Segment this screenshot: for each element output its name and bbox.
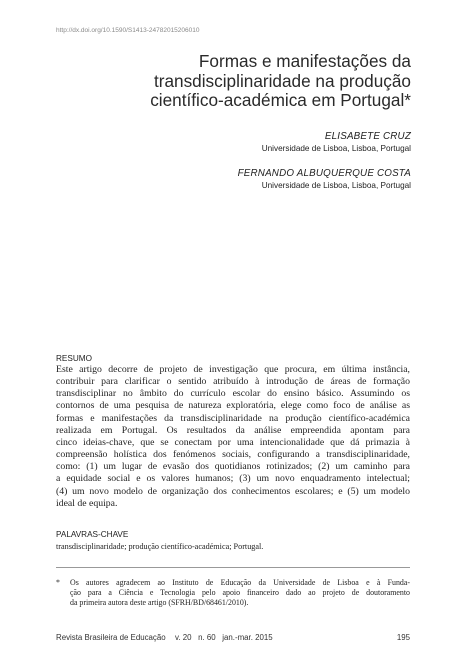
- footnote: [56, 578, 410, 607]
- footnote-line: da primeira autora deste artigo (SFRH/BD/68461/2010).: [70, 597, 249, 607]
- abstract-line: cinco ideias-chave, que se conectam por uma intencionalidade que dá primazia à: [56, 436, 410, 448]
- journal-name: Revista Brasileira de Educação: [56, 633, 166, 642]
- abstract-line: realizada em Portugal. Os resultados da análise empreendida apontam para: [56, 424, 410, 436]
- author-name: FERNANDO ALBUQUERQUE COSTA: [237, 168, 411, 179]
- page-number: 195: [396, 633, 410, 642]
- doi-link[interactable]: http://dx.doi.org/10.1590/S1413-24782015206010: [56, 27, 200, 34]
- author-block: [262, 131, 411, 154]
- footnote-divider: [56, 567, 410, 568]
- abstract-line: a equidade social e os valores humanos; (3) um novo enquadramento intelectual;: [56, 473, 410, 485]
- abstract-label: RESUMO: [56, 354, 92, 363]
- abstract-line: ideal de equipa.: [56, 497, 118, 509]
- abstract-line: transdisciplinar no âmbito do currículo escolar do ensino básico. Assumindo os: [56, 388, 410, 400]
- abstract-line: Este artigo decorre de projeto de investigação que procura, em última instância,: [56, 364, 410, 375]
- abstract-line: contribuir para clarificar o sentido atribuído à introdução de áreas de formação: [56, 376, 410, 388]
- keywords-text: transdisciplinaridade; produção científico-académica; Portugal.: [56, 542, 264, 551]
- abstract-line: como: (1) um lugar de evasão dos quotidianos rotinizados; (2) um caminho para: [56, 461, 410, 473]
- abstract-body: [56, 364, 410, 510]
- author-name: ELISABETE CRUZ: [324, 131, 411, 142]
- keywords-label: PALAVRAS-CHAVE: [56, 530, 129, 539]
- abstract-line: formas e manifestações da transdisciplinaridade na produção científico-académica: [56, 412, 410, 424]
- footnote-marker: *: [56, 578, 60, 587]
- title-line: Formas e manifestações da: [198, 51, 411, 71]
- author-block: [238, 168, 411, 191]
- author-affiliation: Universidade de Lisboa, Lisboa, Portugal: [261, 181, 411, 190]
- footnote-line: Os autores agradecem ao Instituto de Educação da Universidade de Lisboa e à Funda-: [70, 578, 410, 587]
- abstract-line: compreensão holística dos fenómenos sociais, configurando a transdisciplinaridade,: [56, 449, 410, 461]
- footnote-line: ção para a Ciência e Tecnologia pelo apoio financeiro dado ao projeto de doutoramento: [70, 587, 410, 597]
- abstract-line: (4) um novo modelo de organização dos conhecimentos escolares; e (5) um modelo: [56, 485, 410, 497]
- issue-info: v. 20 n. 60 jan.-mar. 2015: [175, 633, 273, 642]
- title-line: científico-académica em Portugal*: [150, 90, 411, 110]
- abstract-line: contornos de uma pesquisa de natureza exploratória, elege como foco de análise as: [56, 400, 410, 412]
- title-line: transdisciplinaridade na produção: [153, 70, 411, 91]
- author-affiliation: Universidade de Lisboa, Lisboa, Portugal: [261, 144, 411, 153]
- article-title: [81, 52, 411, 111]
